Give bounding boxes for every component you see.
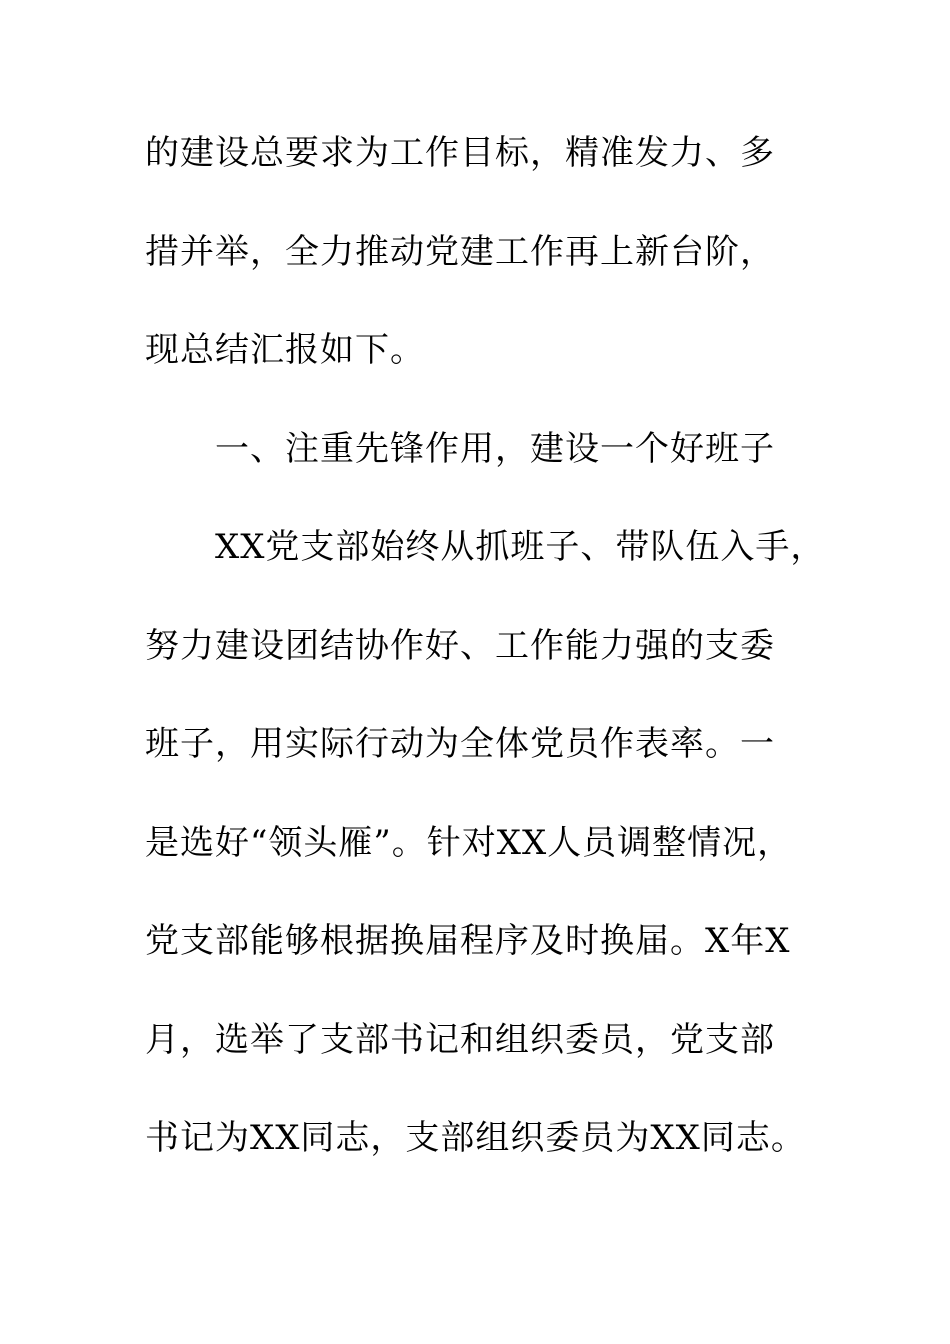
text-line: 现总结汇报如下。 bbox=[145, 330, 425, 370]
body-text bbox=[145, 127, 825, 1211]
text-line: 月，选举了支部书记和组织委员，党支部 bbox=[145, 1019, 775, 1060]
text-line: 的建设总要求为工作目标，精准发力、多 bbox=[145, 133, 775, 173]
text-line: 是选好“领头雁”。针对XX人员调整情况， bbox=[145, 822, 793, 863]
text-line: 措并举，全力推动党建工作再上新台阶， bbox=[145, 231, 775, 272]
text-line: XX党支部始终从抓班子、带队伍入手， bbox=[215, 527, 826, 567]
text-line: 努力建设团结协作好、工作能力强的支委 bbox=[145, 625, 775, 666]
text-line: 党支部能够根据换届程序及时换届。X年X bbox=[145, 921, 791, 961]
text-line: 班子，用实际行动为全体党员作表率。一 bbox=[145, 724, 775, 764]
text-line: 书记为XX同志，支部组织委员为XX同志。 bbox=[145, 1118, 806, 1158]
section-heading: 一、注重先锋作用，建设一个好班子 bbox=[215, 428, 775, 469]
